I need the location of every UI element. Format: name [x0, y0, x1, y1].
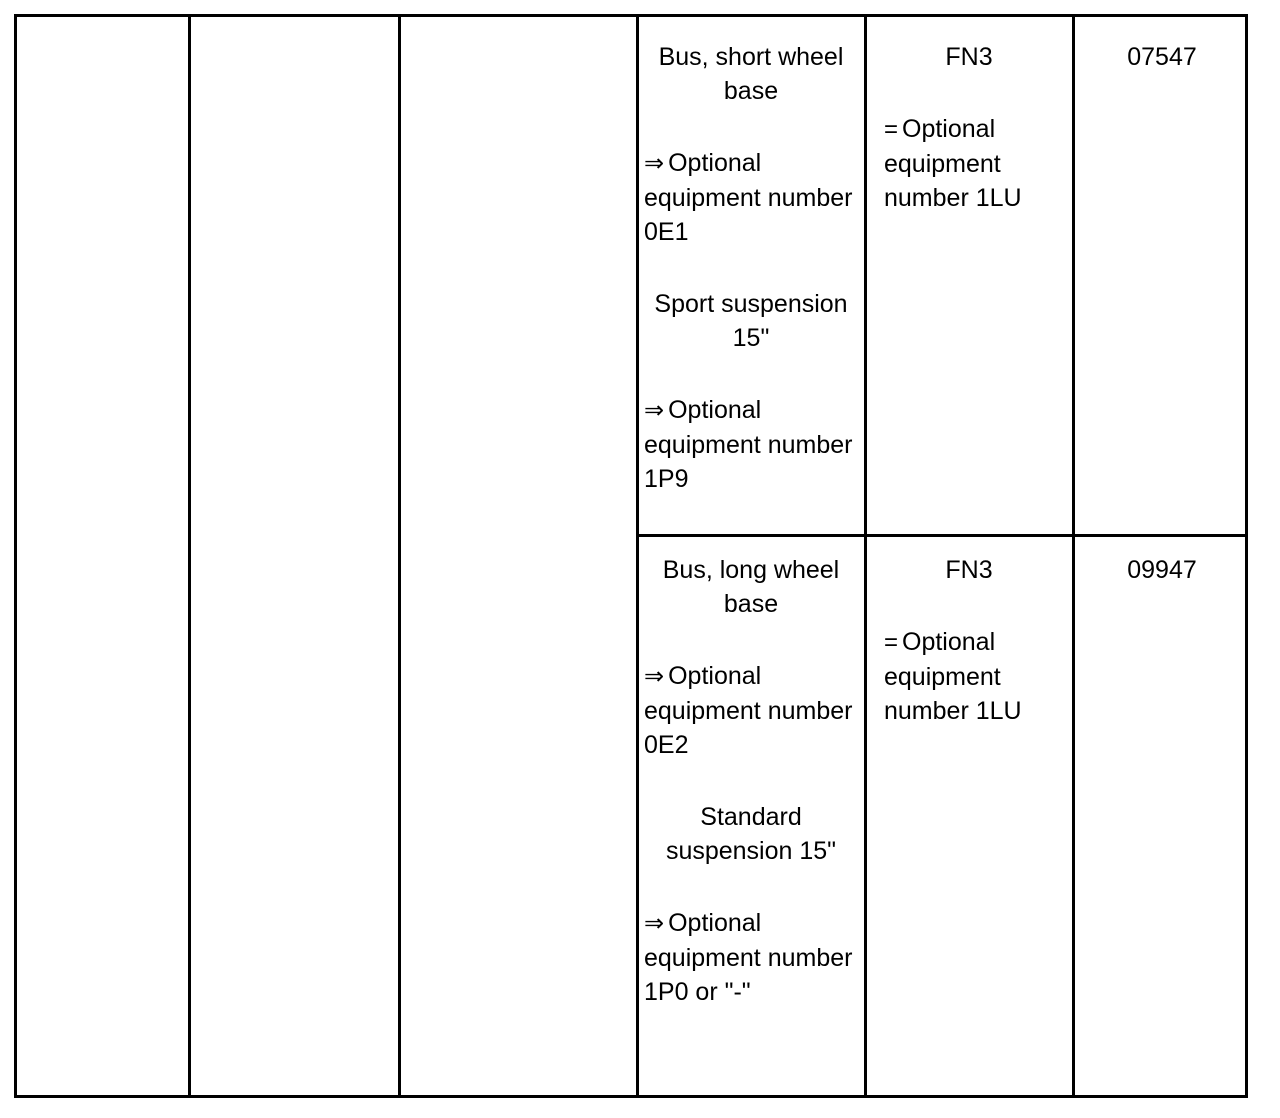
code-option-text: Optional equipment number 1LU [884, 115, 1022, 212]
implies-arrow-icon: ⇒ [644, 910, 665, 937]
table-cell-number-1 [1076, 40, 1248, 74]
column-divider [864, 14, 867, 1098]
suspension-option-line [640, 393, 862, 496]
implies-arrow-icon: ⇒ [644, 397, 665, 424]
variant-title: Bus, long wheel base [662, 556, 840, 618]
column-divider [1072, 14, 1075, 1098]
row-divider [636, 534, 1248, 537]
column-divider [398, 14, 401, 1098]
table-cell-number-2 [1076, 553, 1248, 587]
variant-option-text: Optional equipment number 0E2 [644, 662, 853, 759]
code-value: FN3 [945, 556, 993, 584]
suspension-title: Standard suspension 15" [665, 803, 837, 865]
variant-title: Bus, short wheel base [658, 43, 844, 105]
number-value: 09947 [1127, 556, 1197, 584]
code-value: FN3 [945, 43, 993, 71]
column-divider [636, 14, 639, 1098]
table-cell-code-1 [868, 40, 1070, 215]
equals-icon: = [884, 116, 899, 143]
suspension-option-text: Optional equipment number 1P0 or "-" [644, 909, 853, 1006]
variant-option-line [640, 146, 862, 249]
suspension-option-text: Optional equipment number 1P9 [644, 396, 853, 493]
code-option-text: Optional equipment number 1LU [884, 628, 1022, 725]
code-option-line [868, 112, 1070, 215]
suspension-title: Sport suspension 15" [654, 290, 848, 352]
column-divider [188, 14, 191, 1098]
suspension-option-line [640, 906, 862, 1009]
number-value: 07547 [1127, 43, 1197, 71]
table-cell-variant-1 [640, 40, 862, 496]
code-option-line [868, 625, 1070, 728]
variant-option-line [640, 659, 862, 762]
implies-arrow-icon: ⇒ [644, 150, 665, 177]
variant-option-text: Optional equipment number 0E1 [644, 149, 853, 246]
implies-arrow-icon: ⇒ [644, 663, 665, 690]
equals-icon: = [884, 629, 899, 656]
table-cell-code-2 [868, 553, 1070, 728]
table-cell-variant-2 [640, 553, 862, 1009]
